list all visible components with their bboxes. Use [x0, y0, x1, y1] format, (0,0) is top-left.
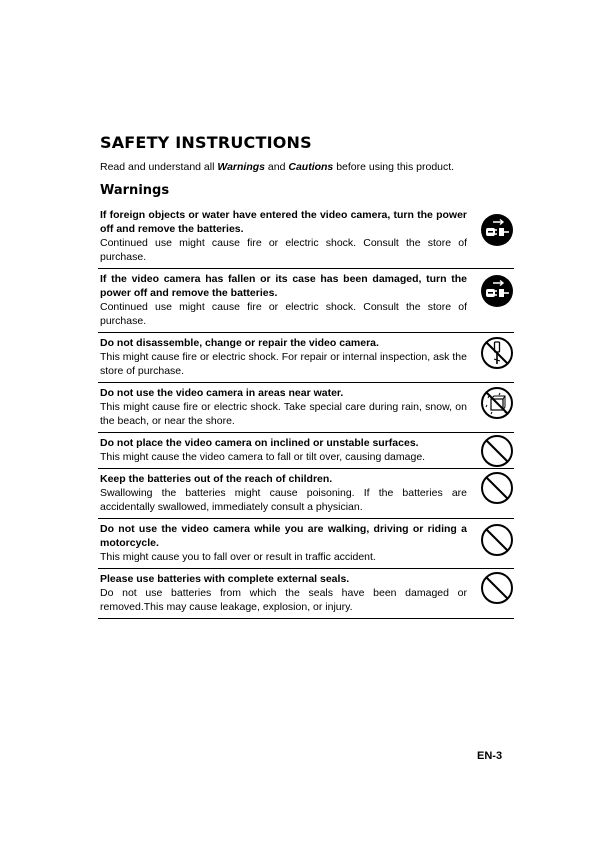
warning-description: Do not use batteries from which the seals have been damaged or removed.This may cause leakage, explosion, or injury.: [100, 587, 467, 613]
warning-item: [98, 468, 514, 518]
warning-item: [98, 205, 514, 268]
prohibited-icon: [480, 571, 514, 605]
warnings-heading: Warnings: [100, 183, 170, 198]
warning-description: This might cause fire or electric shock. Take special care during rain, snow, on the beach, or near the shore.: [100, 401, 467, 427]
warning-title: If the video camera has fallen or its case has been damaged, turn the power off and remove the batteries.: [100, 273, 467, 299]
prohibited-icon: [480, 471, 514, 505]
intro-before: Read and understand all: [100, 161, 218, 173]
page-number: EN-3: [477, 750, 503, 762]
intro-after: before using this product.: [333, 161, 455, 173]
intro-text: [100, 161, 520, 174]
prohibited-icon: [480, 434, 514, 468]
warning-title: Do not place the video camera on inclined or unstable surfaces.: [100, 437, 419, 449]
warnings-list: [98, 205, 514, 619]
intro-and: and: [265, 161, 289, 173]
warning-title: Do not use the video camera in areas near water.: [100, 387, 344, 399]
warning-item: [98, 518, 514, 568]
warning-title: If foreign objects or water have entered the video camera, turn the power off and remove the batteries.: [100, 209, 467, 235]
warning-description: This might cause the video camera to fall or tilt over, causing damage.: [100, 451, 426, 463]
warning-description: This might cause fire or electric shock. For repair or internal inspection, ask the store of purchase.: [100, 351, 467, 377]
warning-description: Swallowing the batteries might cause poisoning. If the batteries are accidentally swallowed, immediately consult a physician.: [100, 487, 467, 513]
warning-description: Continued use might cause fire or electric shock. Consult the store of purchase.: [100, 237, 467, 263]
warning-title: Please use batteries with complete external seals.: [100, 573, 350, 585]
warning-item: [98, 432, 514, 468]
warning-item: [98, 382, 514, 432]
intro-cautions-word: Cautions: [288, 161, 334, 173]
warning-item: [98, 332, 514, 382]
warning-description: Continued use might cause fire or electric shock. Consult the store of purchase.: [100, 301, 467, 327]
prohibited-icon: [480, 523, 514, 557]
unplug-icon: [480, 213, 514, 247]
no-water-icon: [480, 386, 514, 420]
warning-title: Keep the batteries out of the reach of children.: [100, 473, 333, 485]
warning-item: [98, 568, 514, 618]
unplug-icon: [480, 274, 514, 308]
no-disassembly-icon: [480, 336, 514, 370]
warning-description: This might cause you to fall over or result in traffic accident.: [100, 551, 376, 563]
warning-item: [98, 268, 514, 332]
page-title: SAFETY INSTRUCTIONS: [100, 133, 312, 152]
warning-title: Do not disassemble, change or repair the video camera.: [100, 337, 379, 349]
intro-warnings-word: Warnings: [217, 161, 265, 173]
warning-title: Do not use the video camera while you are walking, driving or riding a motorcycle.: [100, 523, 467, 549]
